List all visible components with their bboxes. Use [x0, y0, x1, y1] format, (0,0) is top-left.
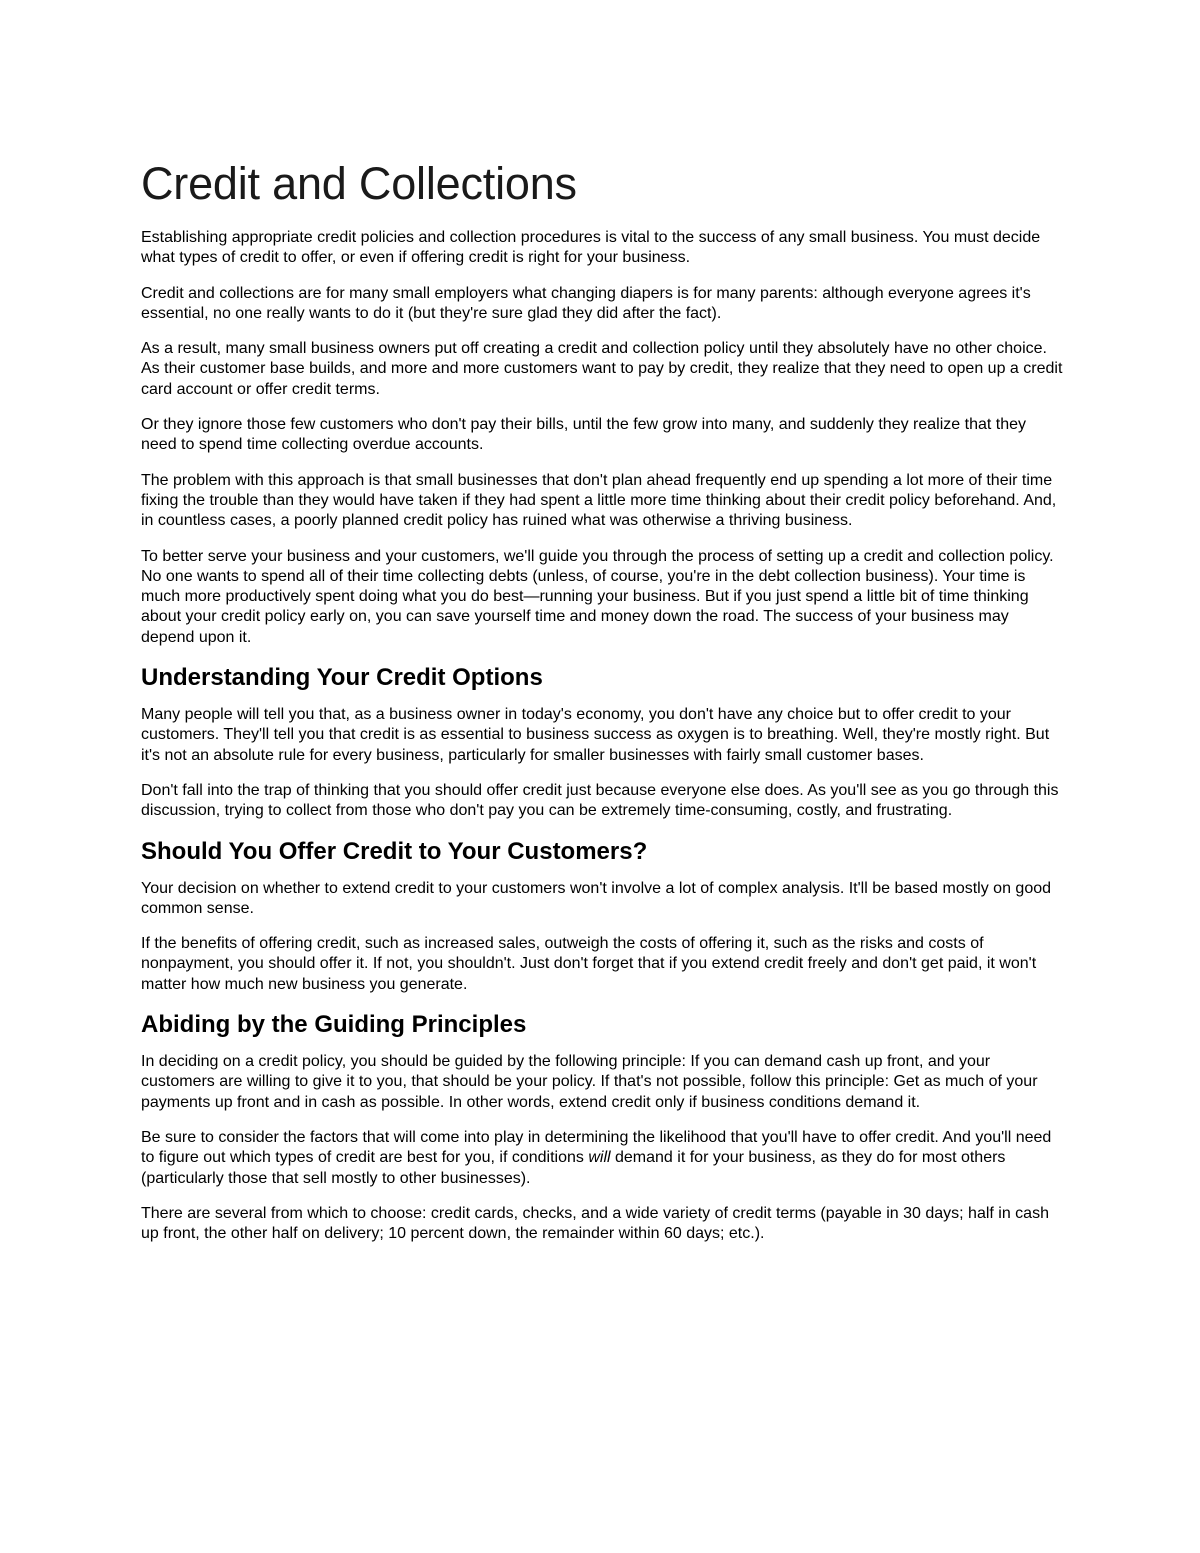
paragraph-text-after-emphasis: demand it for your business, as they do for most others (particularly those that sell mostly to other businesses). — [141, 1149, 1006, 1187]
intro-paragraph-4: Or they ignore those few customers who don't pay their bills, until the few grow into many, and suddenly they realize that they need to spend time collecting overdue accounts. — [141, 416, 1026, 454]
section-heading-offer-credit: Should You Offer Credit to Your Customers? — [141, 837, 648, 865]
guiding-principles-paragraph-1: In deciding on a credit policy, you should be guided by the following principle: If you can demand cash up front, and your customers are willing to give it to you, that should be your policy. If that's not possible, follow this principle: Get as much of your payments up front and in cash as possible. In other words, extend credit only if business conditions demand it. — [141, 1053, 1038, 1111]
intro-paragraph-2: Credit and collections are for many small employers what changing diapers is for many parents: although everyone agrees it's essential, no one really wants to do it (but they're sure glad they did after the fact). — [141, 284, 1031, 322]
offer-credit-paragraph-2: If the benefits of offering credit, such as increased sales, outweigh the costs of offering it, such as the risks and costs of nonpayment, you should offer it. If not, you shouldn't. Just don't forget that if you extend credit freely and don't get paid, it won't matter how much new business you generate. — [141, 935, 1037, 993]
section-heading-credit-options: Understanding Your Credit Options — [141, 664, 543, 692]
guiding-principles-paragraph-2 — [141, 1128, 1063, 1189]
credit-options-paragraph-2: Don't fall into the trap of thinking that you should offer credit just because everyone else does. As you'll see as you go through this discussion, trying to collect from those who don't pay you can be extremely time-consuming, costly, and frustrating. — [141, 781, 1059, 820]
guiding-principles-paragraph-3: There are several from which to choose: credit cards, checks, and a wide variety of credit terms (payable in 30 days; half in cash up front, the other half on delivery; 10 percent down, the remainder within 60 days; etc.). — [141, 1204, 1049, 1243]
intro-paragraph-3: As a result, many small business owners put off creating a credit and collection policy until they absolutely have no other choice. As their customer base builds, and more and more customers want to pay by credit, they realize that they need to open up a credit card account or offer credit terms. — [141, 340, 1063, 398]
intro-paragraph-1: Establishing appropriate credit policies and collection procedures is vital to the success of any small business. You must decide what types of credit to offer, or even if offering credit is right for your business. — [141, 229, 1041, 267]
section-heading-guiding-principles: Abiding by the Guiding Principles — [141, 1011, 527, 1039]
offer-credit-paragraph-1: Your decision on whether to extend credit to your customers won't involve a lot of complex analysis. It'll be based mostly on good common sense. — [141, 879, 1052, 917]
intro-paragraph-6: To better serve your business and your customers, we'll guide you through the process of setting up a credit and collection policy. No one wants to spend all of their time collecting debts (unless, of course, you're in the debt collection business). Your time is much more productively spent doing what you do best—running your business. But if you just spend a little bit of time thinking about your credit policy early on, you can save yourself time and money down the road. The success of your business may depend upon it. — [141, 547, 1054, 646]
page-title: Credit and Collections — [141, 158, 577, 209]
document-page — [141, 158, 1063, 1259]
intro-paragraph-5: The problem with this approach is that small businesses that don't plan ahead frequently end up spending a lot more of their time fixing the trouble than they would have taken if they had spent a little more time thinking about their credit policy beforehand. And, in countless cases, a poorly planned credit policy has ruined what was otherwise a thriving business. — [141, 471, 1057, 530]
paragraph-text-before-emphasis: Be sure to consider the factors that will come into play in determining the likelihood that you'll have to offer credit. And you'll need to figure out which types of credit are best for you, if conditions — [141, 1128, 1052, 1167]
credit-options-paragraph-1: Many people will tell you that, as a business owner in today's economy, you don't have any choice but to offer credit to your customers. They'll tell you that credit is as essential to business success as oxygen is to breathing. Well, they're mostly right. But it's not an absolute rule for every business, particularly for smaller businesses with fairly small customer bases. — [141, 706, 1050, 764]
emphasis-word: will — [588, 1149, 611, 1167]
